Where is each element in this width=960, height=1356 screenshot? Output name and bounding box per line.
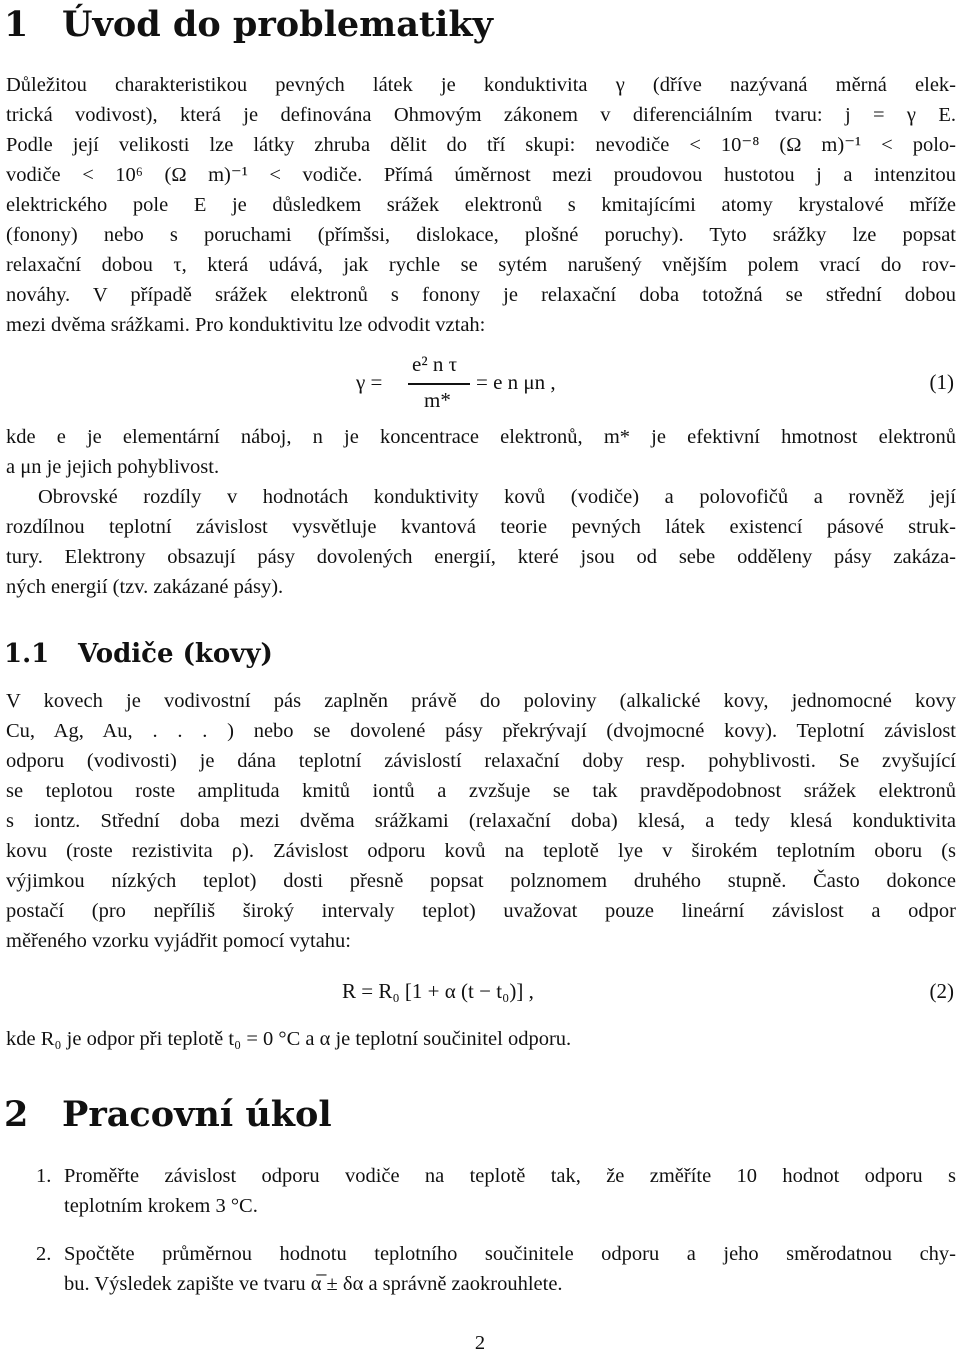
list-item-line: Spočtěte průměrnou hodnotu teplotního součinitele odporu a jeho směrodatnou chy- bbox=[64, 1243, 956, 1265]
equation-body: R = R₀ [1 + α (t − t₀)] , bbox=[342, 979, 534, 1003]
text-line: (fonony) nebo s poruchami (přímšsi, dislokace, plošné poruchy). Tyto srážky lze popsat bbox=[6, 224, 956, 246]
text-line: tury. Elektrony obsazují pásy dovolených energií, které jsou od sebe odděleny pásy zakáza- bbox=[6, 546, 956, 568]
equation-denominator: m* bbox=[424, 388, 451, 412]
text-line: Cu, Ag, Au, . . . ) nebo se dovolené pásy překrývají (dvojmocné kovy). Teplotní závislost bbox=[6, 720, 956, 742]
section-title: Úvod do problematiky bbox=[62, 4, 493, 45]
text-line: rozdílnou teplotní závislost vysvětluje kvantová teorie pevných látek existencí pásové struk- bbox=[6, 516, 956, 538]
text-line: odporu (vodivosti) je dána teplotní závislostí relaxační doby resp. pohyblivosti. Se zvyšující bbox=[6, 750, 956, 772]
page-number: 2 bbox=[474, 1332, 486, 1354]
section-heading bbox=[4, 1094, 332, 1135]
text-line: Podle její velikosti lze látky zhruba dělit do tří skupi: nevodiče < 10⁻⁸ (Ω m)⁻¹ < polo- bbox=[6, 134, 956, 156]
subsection-heading bbox=[4, 639, 273, 669]
subsection-title: Vodiče (kovy) bbox=[78, 639, 273, 669]
text-line: trická vodivost), která je definována Ohmovým zákonem v diferenciálním tvaru: j = γ E. bbox=[6, 104, 956, 126]
text-line: s iontz. Střední doba mezi dvěma srážkami (relaxační doba) klesá, a tedy klesá konduktivita bbox=[6, 810, 956, 832]
text-line: Důležitou charakteristikou pevných látek je konduktivita γ (dříve nazývaná měrná elek- bbox=[6, 74, 956, 96]
text-line: a μn je jejich pohyblivost. bbox=[6, 456, 220, 478]
text-line: elektrického pole E je důsledkem srážek elektronů s kmitajícími atomy krystalové mříže bbox=[6, 194, 956, 216]
text-line: se teplotou roste amplituda kmitů iontů a zvzšuje se tak pravděpodobnost srážek elektronů bbox=[6, 780, 956, 802]
text-line: kde R₀ je odpor při teplotě t₀ = 0 °C a α je teplotní součinitel odporu. bbox=[6, 1028, 572, 1050]
text-line: vodiče < 10⁶ (Ω m)⁻¹ < vodiče. Přímá úměrnost mezi proudovou hustotou j a intenzitou bbox=[6, 164, 956, 186]
text-line: kovu (roste rezistivita ρ). Závislost odporu kovů na teplotě lye v širokém teplotním oboru (s bbox=[6, 840, 956, 862]
list-item-line: Proměřte závislost odporu vodiče na teplotě tak, že změříte 10 hodnot odporu s bbox=[64, 1165, 956, 1187]
section-number: 1 bbox=[4, 4, 29, 45]
text-line: Obrovské rozdíly v hodnotách konduktivity kovů (vodiče) a polovofičů a rovněž její bbox=[38, 486, 956, 508]
list-item-line: teplotním krokem 3 °C. bbox=[64, 1195, 258, 1217]
equation-number: (1) bbox=[929, 370, 954, 394]
equation-lhs: γ = bbox=[356, 370, 383, 394]
text-line: mezi dvěma srážkami. Pro konduktivitu lze odvodit vztah: bbox=[6, 314, 486, 336]
text-line: V kovech je vodivostní pás zaplněn právě do poloviny (alkalické kovy, jednomocné kovy bbox=[6, 690, 956, 712]
fraction-bar bbox=[408, 383, 470, 385]
equation-rhs: = e n μn , bbox=[476, 370, 556, 394]
list-item-label: 1. bbox=[36, 1165, 52, 1187]
subsection-number: 1.1 bbox=[4, 639, 50, 669]
section-heading bbox=[4, 4, 493, 45]
text-line: ných energií (tzv. zakázané pásy). bbox=[6, 576, 284, 598]
text-line: kde e je elementární náboj, n je koncentrace elektronů, m* je efektivní hmotnost elektronů bbox=[6, 426, 956, 448]
text-line: postačí (pro nepříliš široký intervaly teplot) uvažovat pouze lineární závislost a odpor bbox=[6, 900, 956, 922]
list-item-line: bu. Výsledek zapište ve tvaru α̅ ± δα a správně zaokrouhlete. bbox=[64, 1273, 563, 1295]
list-item-label: 2. bbox=[36, 1243, 52, 1265]
equation-number: (2) bbox=[929, 979, 954, 1003]
section-title: Pracovní úkol bbox=[62, 1094, 332, 1135]
section-number: 2 bbox=[4, 1094, 29, 1135]
text-line: nováhy. V případě srážek elektronů s fonony je relaxační doba totožná se střední dobou bbox=[6, 284, 956, 306]
text-line: měřeného vzorku vyjádřit pomocí vytahu: bbox=[6, 930, 351, 952]
text-line: výjimkou nízkých teplot) dosti přesně popsat polznomem druhého stupně. Často dokonce bbox=[6, 870, 956, 892]
equation-numerator: e² n τ bbox=[412, 352, 458, 376]
text-line: relaxační dobou τ, která udává, jak rychle se sytém narušený vnějším polem vrací do rov- bbox=[6, 254, 956, 276]
